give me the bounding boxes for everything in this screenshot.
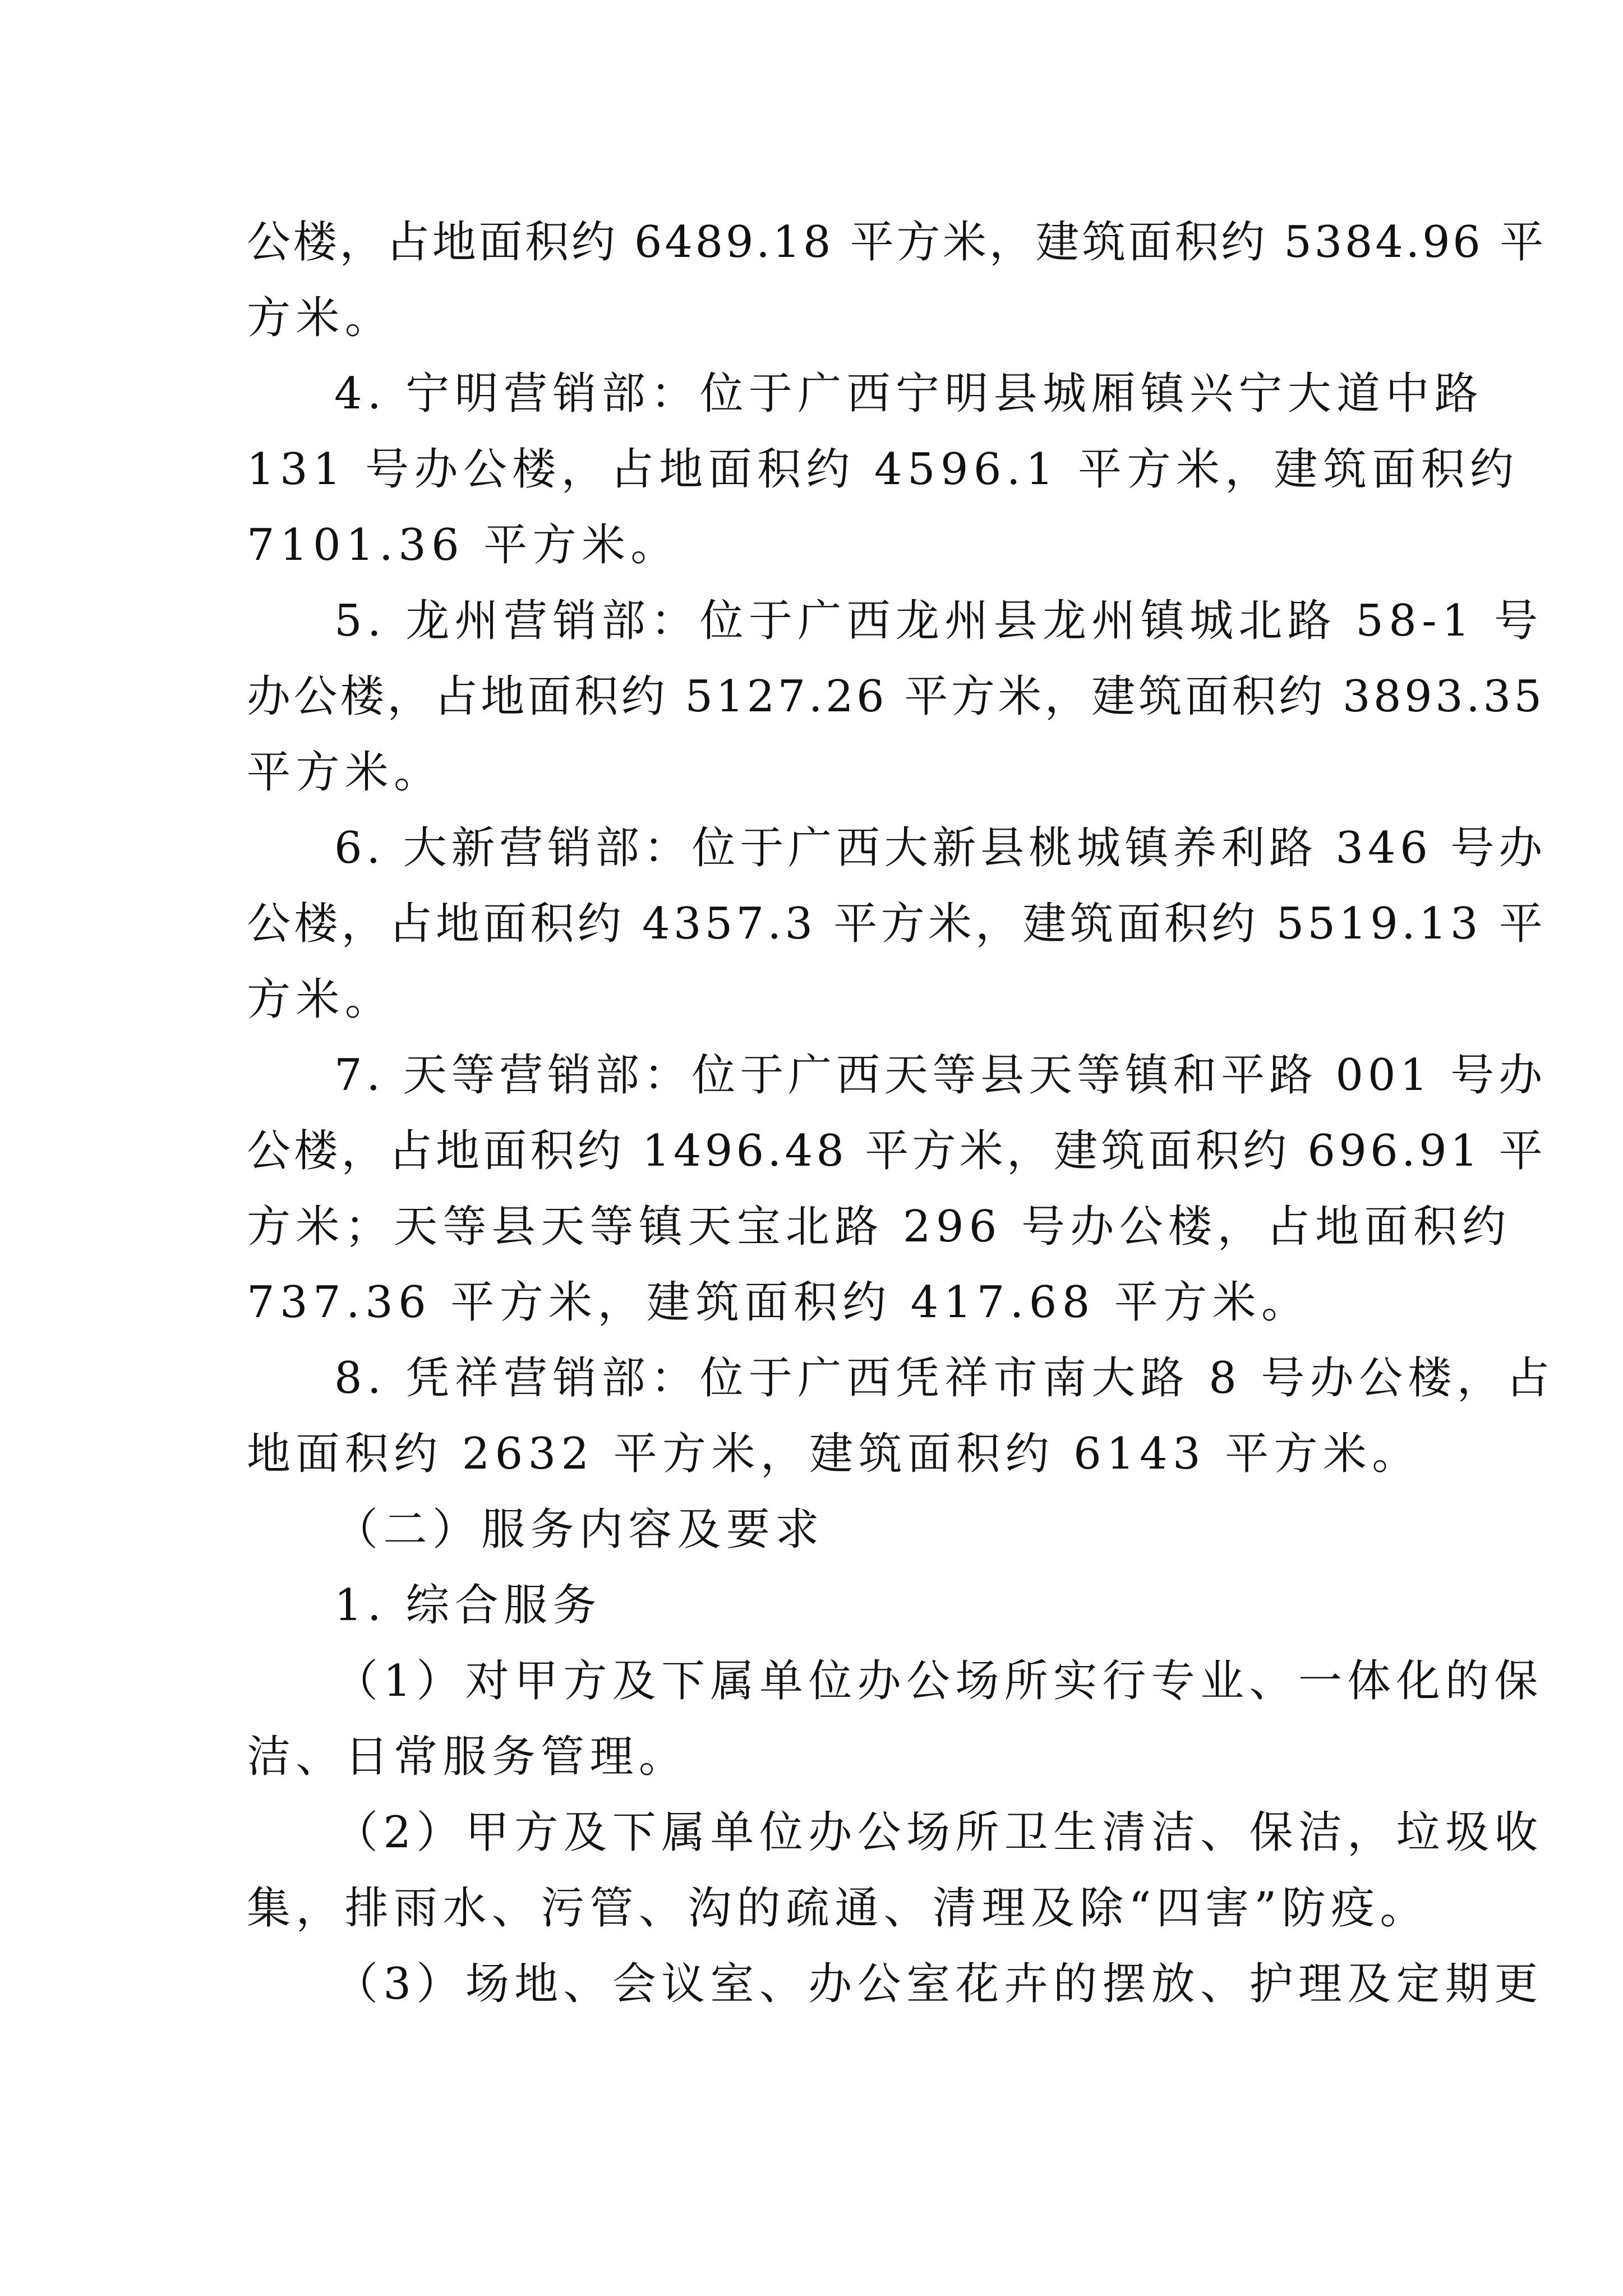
text-line: （1）对甲方及下属单位办公场所实行专业、一体化的保 bbox=[334, 1656, 1543, 1706]
section-heading: （二）服务内容及要求 bbox=[334, 1504, 824, 1555]
text-line: 地面积约 2632 平方米，建筑面积约 6143 平方米。 bbox=[247, 1429, 1421, 1479]
text-line: 131 号办公楼，占地面积约 4596.1 平方米，建筑面积约 bbox=[247, 444, 1519, 495]
text-line: 平方米。 bbox=[247, 747, 443, 798]
text-line: 洁、日常服务管理。 bbox=[247, 1732, 688, 1782]
text-line: 方米；天等县天等镇天宝北路 296 号办公楼，占地面积约 bbox=[247, 1202, 1511, 1252]
text-line: 737.36 平方米，建筑面积约 417.68 平方米。 bbox=[247, 1277, 1311, 1328]
text-line: 方米。 bbox=[247, 974, 394, 1025]
text-line: 5. 龙州营销部：位于广西龙州县龙州镇城北路 58-1 号 bbox=[334, 596, 1543, 646]
text-line: 集，排雨水、污管、沟的疏通、清理及除“四害”防疫。 bbox=[247, 1883, 1429, 1934]
text-line: 公楼，占地面积约 4357.3 平方米，建筑面积约 5519.13 平 bbox=[247, 899, 1547, 949]
text-line: 6. 大新营销部：位于广西大新县桃城镇养利路 346 号办 bbox=[334, 823, 1547, 873]
text-line: 公楼，占地面积约 6489.18 平方米，建筑面积约 5384.96 平 bbox=[247, 217, 1546, 268]
text-line: 公楼，占地面积约 1496.48 平方米，建筑面积约 696.91 平 bbox=[247, 1126, 1547, 1176]
text-line: 方米。 bbox=[247, 293, 394, 343]
text-line: 办公楼，占地面积约 5127.26 平方米，建筑面积约 3893.35 bbox=[247, 671, 1545, 722]
text-line: 4. 宁明营销部：位于广西宁明县城厢镇兴宁大道中路 bbox=[334, 369, 1484, 419]
subsection-heading: 1. 综合服务 bbox=[334, 1580, 602, 1631]
text-line: 7. 天等营销部：位于广西天等县天等镇和平路 001 号办 bbox=[334, 1050, 1547, 1101]
text-line: 8. 凭祥营销部：位于广西凭祥市南大路 8 号办公楼，占 bbox=[334, 1353, 1555, 1404]
text-line: 7101.36 平方米。 bbox=[247, 520, 680, 570]
text-line: （2）甲方及下属单位办公场所卫生清洁、保洁，垃圾收 bbox=[334, 1807, 1543, 1858]
text-line: （3）场地、会议室、办公室花卉的摆放、护理及定期更 bbox=[334, 1959, 1543, 2009]
